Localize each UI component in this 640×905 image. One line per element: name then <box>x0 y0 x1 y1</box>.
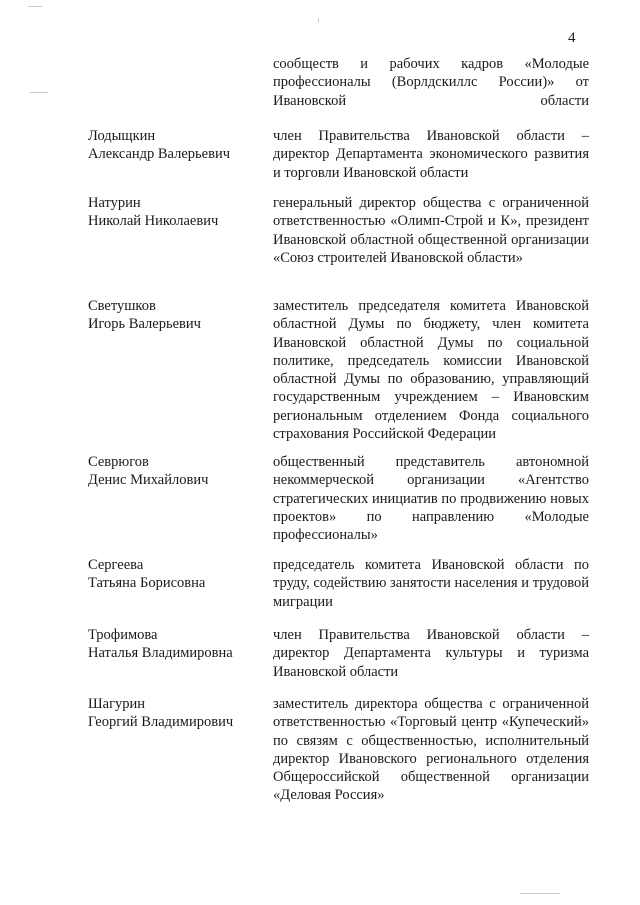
member-given-name: Игорь Валерьевич <box>88 316 201 333</box>
member-surname: Севрюгов <box>88 454 149 470</box>
member-position: член Правительства Ивановской области – директор Департамента экономического развития и торговли Ивановской области <box>273 128 589 181</box>
member-position: общественный представитель автономной некоммерческой организации «Агентство стратегических инициатив по продвижению новых проектов» по направлению «Молодые профессионалы» <box>273 454 589 544</box>
scan-artifact <box>318 18 319 23</box>
member-position: заместитель директора общества с ограниченной ответственностью «Торговый центр «Купеческий» по связям с общественностью, исполнительный директор Ивановского регионального отделения Общероссийской общественной организации «Деловая Россия» <box>273 696 589 804</box>
member-position: генеральный директор общества с ограниченной ответственностью «Олимп-Строй и К», президент Ивановской областной общественной организации «Союз строителей Ивановской области» <box>273 195 589 266</box>
member-surname: Светушков <box>88 298 156 314</box>
member-surname: Натурин <box>88 195 141 211</box>
member-surname: Трофимова <box>88 627 158 643</box>
member-surname: Лодыщкин <box>88 128 156 144</box>
member-name <box>88 556 268 593</box>
member-position: заместитель председателя комитета Ивановской областной Думы по бюджету, член комитета Ивановской областной Думы по социальной политике, председатель комиссии Ивановской областной Думы по образованию, управляющий государственным учреждением – Ивановским региональным отделением Фонда социального страхования Российской Федерации <box>273 298 589 443</box>
member-name <box>88 194 268 231</box>
member-name <box>88 695 268 732</box>
member-given-name: Татьяна Борисовна <box>88 575 206 592</box>
member-position: председатель комитета Ивановской области по труду, содействию занятости населения и трудовой миграции <box>273 557 589 610</box>
scan-artifact <box>30 92 48 93</box>
member-surname: Сергеева <box>88 557 144 573</box>
member-position: член Правительства Ивановской области – директор Департамента культуры и туризма Ивановской области <box>273 627 589 680</box>
member-name <box>88 127 268 164</box>
member-name <box>88 626 268 663</box>
scan-artifact <box>520 893 560 894</box>
member-given-name: Георгий Владимирович <box>88 714 234 731</box>
member-position: сообществ и рабочих кадров «Молодые профессионалы (Ворлдскиллс России)» от Ивановской области <box>273 56 589 109</box>
member-given-name: Денис Михайлович <box>88 472 209 489</box>
member-name <box>88 453 268 490</box>
member-given-name: Николай Николаевич <box>88 213 219 230</box>
member-given-name: Александр Валерьевич <box>88 146 230 163</box>
page-number: 4 <box>568 30 576 46</box>
member-given-name: Наталья Владимировна <box>88 645 233 662</box>
member-name <box>88 297 268 334</box>
member-surname: Шагурин <box>88 696 146 712</box>
scan-artifact <box>28 6 42 7</box>
